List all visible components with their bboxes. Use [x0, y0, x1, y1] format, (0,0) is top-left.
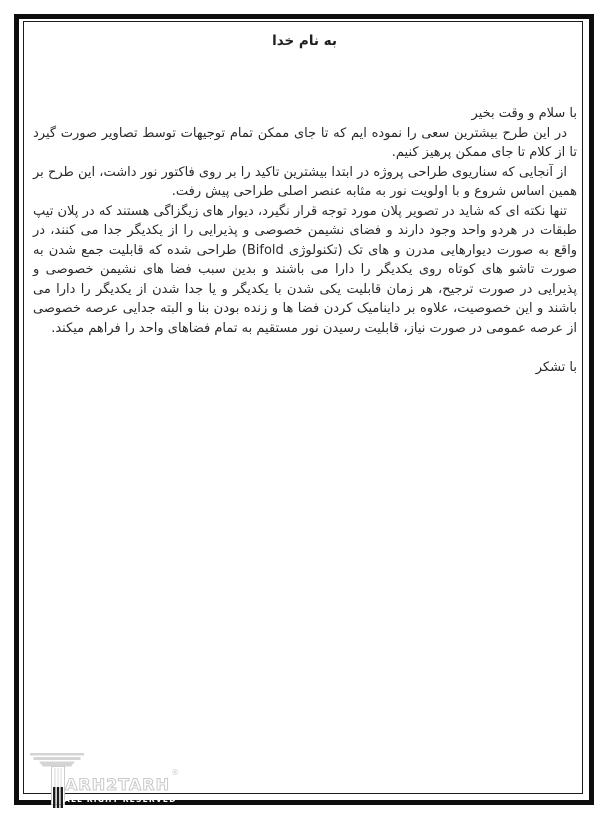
registered-trademark-icon: ® [171, 768, 179, 777]
brand-text: ARH2TARH [65, 775, 170, 794]
letter-paragraph-2: از آنجایی که سناریوی طراحی پروژه در ابتدا بیشترین تاکید را بر روی فاکتور نور داشت، این طرح بر همین اساس شروع و با اولویت نور به مثابه عنصر اصلی طراحی پیش رفت. [33, 164, 577, 199]
letter-body [33, 104, 577, 377]
greeting-line: با سلام و وقت بخیر [471, 106, 577, 121]
letter-paragraph-3: تنها نکته ای که شاید در تصویر پلان مورد توجه قرار نگیرد، دیوار های زیگزاگی هستند که در پلان تیپ طبقات در هردو واحد وجود دارند و فضای نشیمن خصوصی و پذیرایی را از یکدیگر جدا می کنند، در واقع به صورت دیوارهایی مدرن و های تک (تکنولوژی Bifold) طراحی شده که قابلیت جمع شدن به صورت تاشو های کوتاه روی یکدیگر را دارا می باشند و بدین سبب فضا های نشیمن خصوصی و پذیرایی در صورت ترجیح، هر زمان قابلیت یکی شدن با یکدیگر و یا جدا شدن از یکدیگر را دارا می باشند و این خصوصیت، علاوه بر داینامیک کردن فضا ها و زنده بودن بنا و البته جدایی عرصه خصوصی از عرصه عمومی در صورت نیاز، قابلیت رسیدن نور مستقیم به تمام فضاهای واحد را فراهم میکند. [33, 203, 577, 336]
page-title: به نام خدا [272, 33, 337, 49]
closing-line: با تشکر [535, 359, 577, 375]
letter-paragraph-1: در این طرح بیشترین سعی را نموده ایم که تا جای ممکن تمام توجیهات توسط تصاویر صورت گیرد تا از کلام تا جای ممکن پرهیز کنیم. [33, 125, 577, 160]
logo-tagline: ALL RIGHT RESERVED [64, 795, 177, 804]
tarh2tarh-logo [28, 751, 198, 815]
brand-row [65, 775, 170, 794]
